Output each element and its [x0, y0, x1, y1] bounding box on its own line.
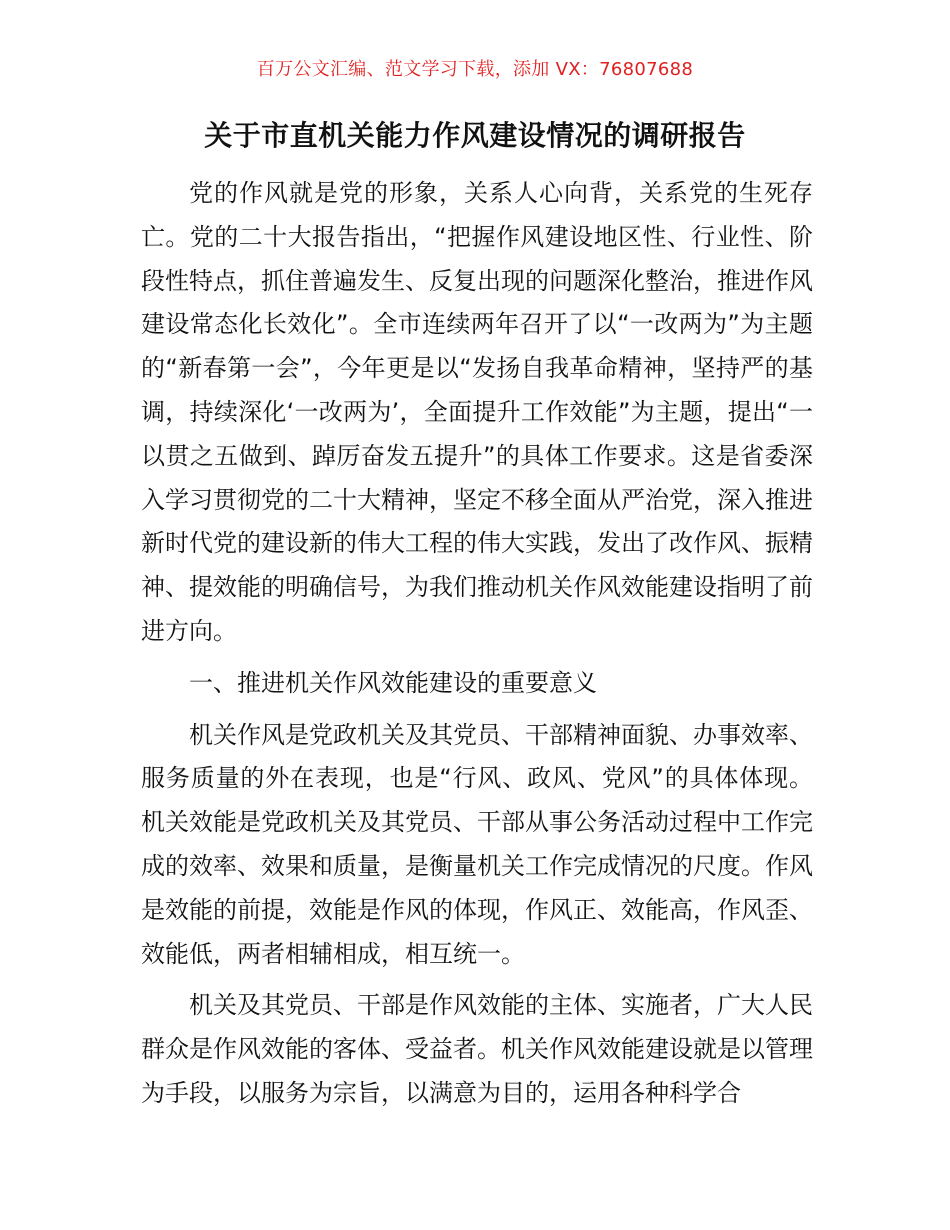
document-body: [141, 172, 813, 1116]
spacer: [141, 976, 813, 984]
section-heading: 一、推进机关作风效能建设的重要意义: [189, 668, 597, 697]
spacer: [141, 706, 813, 714]
document-title: 关于市直机关能力作风建设情况的调研报告: [204, 119, 746, 152]
spacer: [141, 654, 813, 662]
watermark-header: 百万公文汇编、范文学习下载，添加 VX：76807688: [256, 59, 694, 80]
paragraph-subject: 机关及其党员、干部是作风效能的主体、实施者，广大人民群众是作风效能的客体、受益者。机关作风效能建设就是以管理为手段，以服务为宗旨，以满意为目的，运用各种科学合: [141, 991, 813, 1107]
paragraph-definition: 机关作风是党政机关及其党员、干部精神面貌、办事效率、服务质量的外在表现，也是“行风、政风、党风”的具体体现。机关效能是党政机关及其党员、干部从事公务活动过程中工作完成的效率、效果和质量，是衡量机关工作完成情况的尺度。作风是效能的前提，效能是作风的体现，作风正、效能高，作风歪、效能低，两者相辅相成，相互统一。: [141, 720, 813, 968]
paragraph-intro: 党的作风就是党的形象，关系人心向背，关系党的生死存亡。党的二十大报告指出，“把握作风建设地区性、行业性、阶段性特点，抓住普遍发生、反复出现的问题深化整治，推进作风建设常态化长效化”。全市连续两年召开了以“一改两为”为主题的“新春第一会”，今年更是以“发扬自我革命精神，坚持严的基调，持续深化‘一改两为’，全面提升工作效能”为主题，提出“一以贯之五做到、踔厉奋发五提升”的具体工作要求。这是省委深入学习贯彻党的二十大精神，坚定不移全面从严治党，深入推进新时代党的建设新的伟大工程的伟大实践，发出了改作风、振精神、提效能的明确信号，为我们推动机关作风效能建设指明了前进方向。: [141, 179, 813, 645]
